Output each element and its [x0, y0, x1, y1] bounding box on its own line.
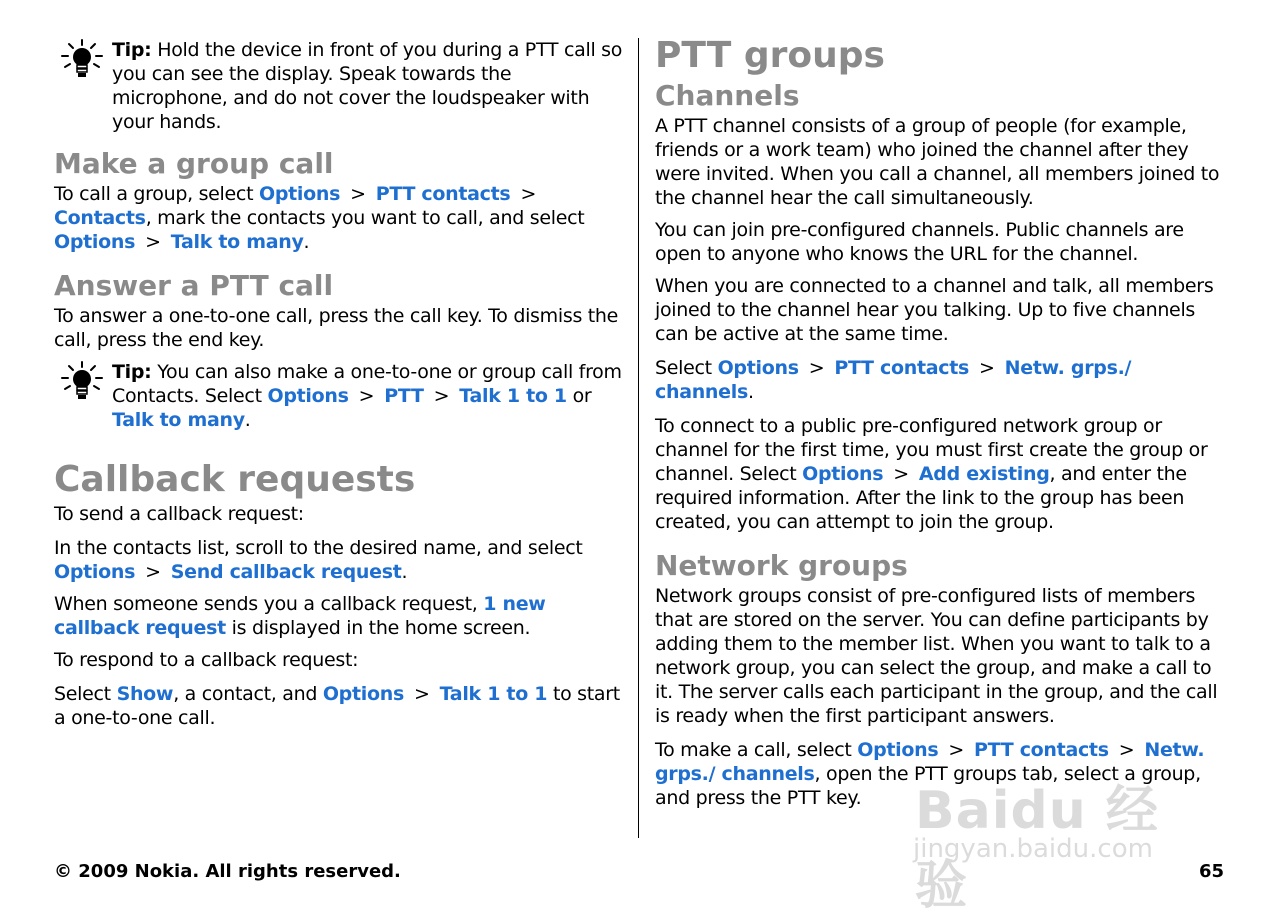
lightbulb-icon [56, 360, 108, 404]
section-heading-channels: Channels [655, 79, 800, 112]
section-heading-network-groups: Network groups [655, 549, 908, 582]
network-groups-paragraph: Network groups consist of pre-configured lists of members that are stored on the server. You can define participants by adding them to the member list. When you want to talk to a network group, you can select the group, and make a call to it. The server calls each participant in the group, and the call is ready when the first participant answers. [655, 585, 1218, 727]
menu-path-ptt: PTT [384, 385, 424, 407]
menu-path-ptt-contacts: PTT contacts [974, 739, 1109, 761]
tip-text: Tip: Hold the device in front of you during a PTT call so you can see the display. Speak towards the microphone, and do not cover the loudspeaker with your hands. [112, 39, 623, 133]
menu-path-talk-1-to-1: Talk 1 to 1 [439, 683, 548, 705]
menu-path-talk-1-to-1: Talk 1 to 1 [459, 385, 567, 407]
tip-box [54, 360, 626, 432]
callback-paragraph: To respond to a callback request: [54, 649, 359, 671]
menu-path-add-existing: Add existing [918, 463, 1050, 485]
channels-paragraph: You can join pre-configured channels. Public channels are open to anyone who knows the URL for the channel. [655, 219, 1184, 265]
watermark-main: Baidu 经验 [915, 781, 1159, 916]
menu-path-options: Options [267, 385, 349, 407]
make-group-call-paragraph: To call a group, select Options > PTT contacts >Contacts, mark the contacts you want to call, and select Options > Talk to many. [54, 183, 585, 253]
callback-paragraph: To send a callback request: [54, 503, 304, 525]
column-divider [638, 38, 639, 838]
network-groups-paragraph: To make a call, select Options > PTT contacts > Netw. grps./ channels, open the PTT groups tab, select a group, and press the PTT key. [655, 739, 1205, 809]
menu-path-options: Options [258, 183, 341, 205]
tip-label: Tip: [112, 39, 152, 61]
menu-path-netw-grps-channels: Netw. grps./ channels [655, 739, 1205, 785]
section-heading-make-group-call: Make a group call [54, 147, 334, 180]
menu-path-options: Options [717, 357, 799, 379]
menu-path-ptt-contacts: PTT contacts [375, 183, 511, 205]
menu-path-options: Options [54, 231, 136, 253]
section-heading-ptt-groups: PTT groups [655, 35, 885, 76]
tip-label: Tip: [112, 361, 152, 383]
menu-path-netw-grps-channels: Netw. grps./ channels [655, 357, 1132, 403]
callback-paragraph: Select Show, a contact, and Options > Talk 1 to 1 to start a one-to-one call. [54, 683, 620, 729]
watermark-logo [905, 768, 1205, 916]
menu-path-options: Options [54, 561, 136, 583]
channels-paragraph: Select Options > PTT contacts > Netw. grps./ channels. [655, 357, 1132, 403]
channels-paragraph: When you are connected to a channel and talk, all members joined to the channel hear you talking. Up to five channels can be active at the same time. [655, 275, 1214, 345]
callback-paragraph: In the contacts list, scroll to the desired name, and select Options > Send callback request. [54, 537, 583, 583]
menu-path-options: Options [857, 739, 939, 761]
menu-path-show: Show [116, 683, 174, 705]
footer-copyright: © 2009 Nokia. All rights reserved. [54, 861, 401, 882]
callback-paragraph: When someone sends you a callback request, 1 new callback request is displayed in the home screen. [54, 593, 546, 639]
channels-paragraph: A PTT channel consists of a group of people (for example, friends or a work team) who joined the channel after they were invited. When you call a channel, all members joined to the channel hear the call simultaneously. [655, 115, 1220, 209]
left-column [54, 30, 626, 738]
menu-path-talk-to-many: Talk to many [170, 231, 304, 253]
menu-path-options: Options [802, 463, 884, 485]
section-heading-callback-requests: Callback requests [54, 459, 416, 500]
menu-path-ptt-contacts: PTT contacts [834, 357, 970, 379]
channels-paragraph: To connect to a public pre-configured network group or channel for the first time, you must first create the group or channel. Select Options > Add existing, and enter the required information. After the link to the group has been created, you can attempt to join the group. [655, 415, 1208, 533]
lightbulb-icon [56, 38, 108, 82]
page-number: 65 [1198, 861, 1224, 882]
tip-box [54, 38, 626, 134]
menu-path-talk-to-many: Talk to many [112, 409, 245, 431]
section-heading-answer-ptt-call: Answer a PTT call [54, 269, 334, 302]
indicator-1-new-callback-request: 1 new callback request [54, 593, 546, 639]
answer-ptt-call-paragraph: To answer a one-to-one call, press the call key. To dismiss the call, press the end key. [54, 305, 619, 351]
watermark-url: jingyan.baidu.com [913, 834, 1153, 864]
tip-text: Tip: You can also make a one-to-one or group call from Contacts. Select Options > PTT > Talk 1 to 1 or Talk to many. [112, 361, 622, 431]
menu-path-contacts: Contacts [54, 207, 146, 229]
menu-path-options: Options [322, 683, 404, 705]
menu-path-send-callback-request: Send callback request [170, 561, 402, 583]
right-column [655, 34, 1227, 818]
